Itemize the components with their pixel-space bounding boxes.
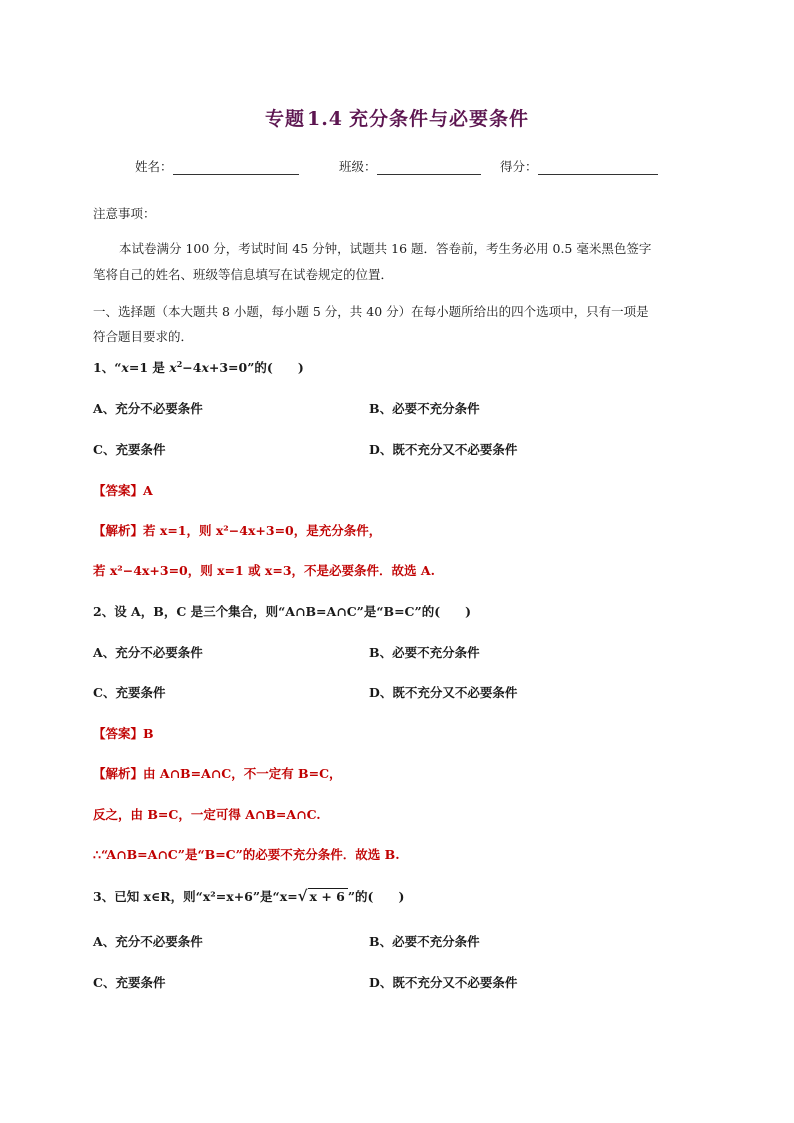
analysis-tag: 【解析】 — [93, 523, 144, 538]
question-1-number: 1、 — [93, 360, 115, 375]
class-field — [339, 157, 481, 175]
name-label: 姓名： — [135, 159, 173, 174]
title-number: 1.4 — [306, 108, 344, 130]
question-1-analysis-1 — [93, 521, 381, 539]
question-3-option-d[interactable]: D、既不充分又不必要条件 — [369, 975, 518, 990]
sqrt-icon: √ — [297, 887, 308, 905]
class-blank[interactable] — [377, 160, 481, 175]
question-2-analysis-2: 反之，由 B=C，一定可得 A∩B=A∩C. — [93, 807, 321, 822]
question-3-option-a[interactable]: A、充分不必要条件 — [93, 934, 203, 949]
question-1-option-c[interactable]: C、充要条件 — [93, 442, 166, 457]
analysis-text: 由 A∩B=A∩C，不一定有 B=C， — [143, 766, 342, 781]
question-1-analysis-2: 若 x²−4x+3=0，则 x=1 或 x=3，不是必要条件．故选 A. — [93, 563, 435, 578]
name-blank[interactable] — [173, 160, 299, 175]
notice-line-2: 笔将自己的姓名、班级等信息填写在试卷规定的位置． — [93, 267, 394, 282]
q1-stem-part: =1 是 — [128, 360, 170, 375]
question-3-option-b[interactable]: B、必要不充分条件 — [369, 934, 480, 949]
q1-stem-var: x — [121, 360, 129, 375]
section-heading-line-1: 一、选择题（本大题共 8 小题，每小题 5 分，共 40 分）在每小题所给出的四个选项中，只有一项是 — [93, 304, 649, 319]
question-2-text: 设 A，B，C 是三个集合，则“A∩B=A∩C”是“B=C”的( ) — [114, 604, 472, 619]
question-3-option-c[interactable]: C、充要条件 — [93, 975, 166, 990]
title-main: 充分条件与必要条件 — [349, 108, 530, 130]
question-2-analysis-1 — [93, 764, 342, 782]
score-label: 得分： — [500, 159, 538, 174]
q1-stem-exp: 2 — [176, 358, 183, 369]
sqrt-radicand: x + 6 — [308, 888, 348, 904]
question-2-analysis-3: ∴“A∩B=A∩C”是“B=C”的必要不充分条件．故选 B. — [93, 847, 400, 862]
question-1-answer — [93, 481, 153, 499]
question-2-number: 2、 — [93, 604, 115, 619]
page-title — [0, 104, 794, 131]
question-2-option-a[interactable]: A、充分不必要条件 — [93, 645, 203, 660]
score-field — [500, 157, 658, 175]
name-field — [135, 157, 299, 175]
title-prefix: 专题 — [264, 108, 305, 130]
q1-stem-part: “ — [114, 360, 122, 375]
class-label: 班级： — [339, 159, 377, 174]
question-2-option-d[interactable]: D、既不充分又不必要条件 — [369, 685, 518, 700]
question-1-option-b[interactable]: B、必要不充分条件 — [369, 401, 480, 416]
q1-stem-var: x — [201, 360, 209, 375]
question-3-text-end: ”的( ) — [347, 889, 405, 904]
analysis-text: 若 x=1，则 x²−4x+3=0，是充分条件， — [143, 523, 382, 538]
q1-stem-part: +3=0”的( ) — [208, 360, 304, 375]
question-1-option-d[interactable]: D、既不充分又不必要条件 — [369, 442, 518, 457]
question-3-number: 3、 — [93, 889, 115, 904]
question-1-option-a[interactable]: A、充分不必要条件 — [93, 401, 203, 416]
answer-value: B — [143, 726, 154, 741]
q1-stem-part: −4 — [182, 360, 202, 375]
question-2-option-b[interactable]: B、必要不充分条件 — [369, 645, 480, 660]
notice-line-1: 本试卷满分 100 分，考试时间 45 分钟，试题共 16 题．答卷前，考生务必用 0.5 毫米黑色签字 — [119, 241, 652, 256]
question-3-stem — [93, 887, 404, 905]
question-2-answer — [93, 724, 154, 742]
answer-tag: 【答案】 — [93, 726, 144, 741]
q1-stem-var: x — [169, 360, 177, 375]
score-blank[interactable] — [538, 160, 658, 175]
question-2-stem — [93, 602, 471, 620]
notice-heading: 注意事项： — [93, 206, 156, 221]
section-heading-line-2: 符合题目要求的． — [93, 329, 194, 344]
question-1-stem — [93, 358, 304, 376]
question-3-text: 已知 x∈R，则“x²=x+6”是“x= — [114, 889, 298, 904]
answer-value: A — [143, 483, 153, 498]
analysis-tag: 【解析】 — [93, 766, 144, 781]
question-2-option-c[interactable]: C、充要条件 — [93, 685, 166, 700]
answer-tag: 【答案】 — [93, 483, 144, 498]
